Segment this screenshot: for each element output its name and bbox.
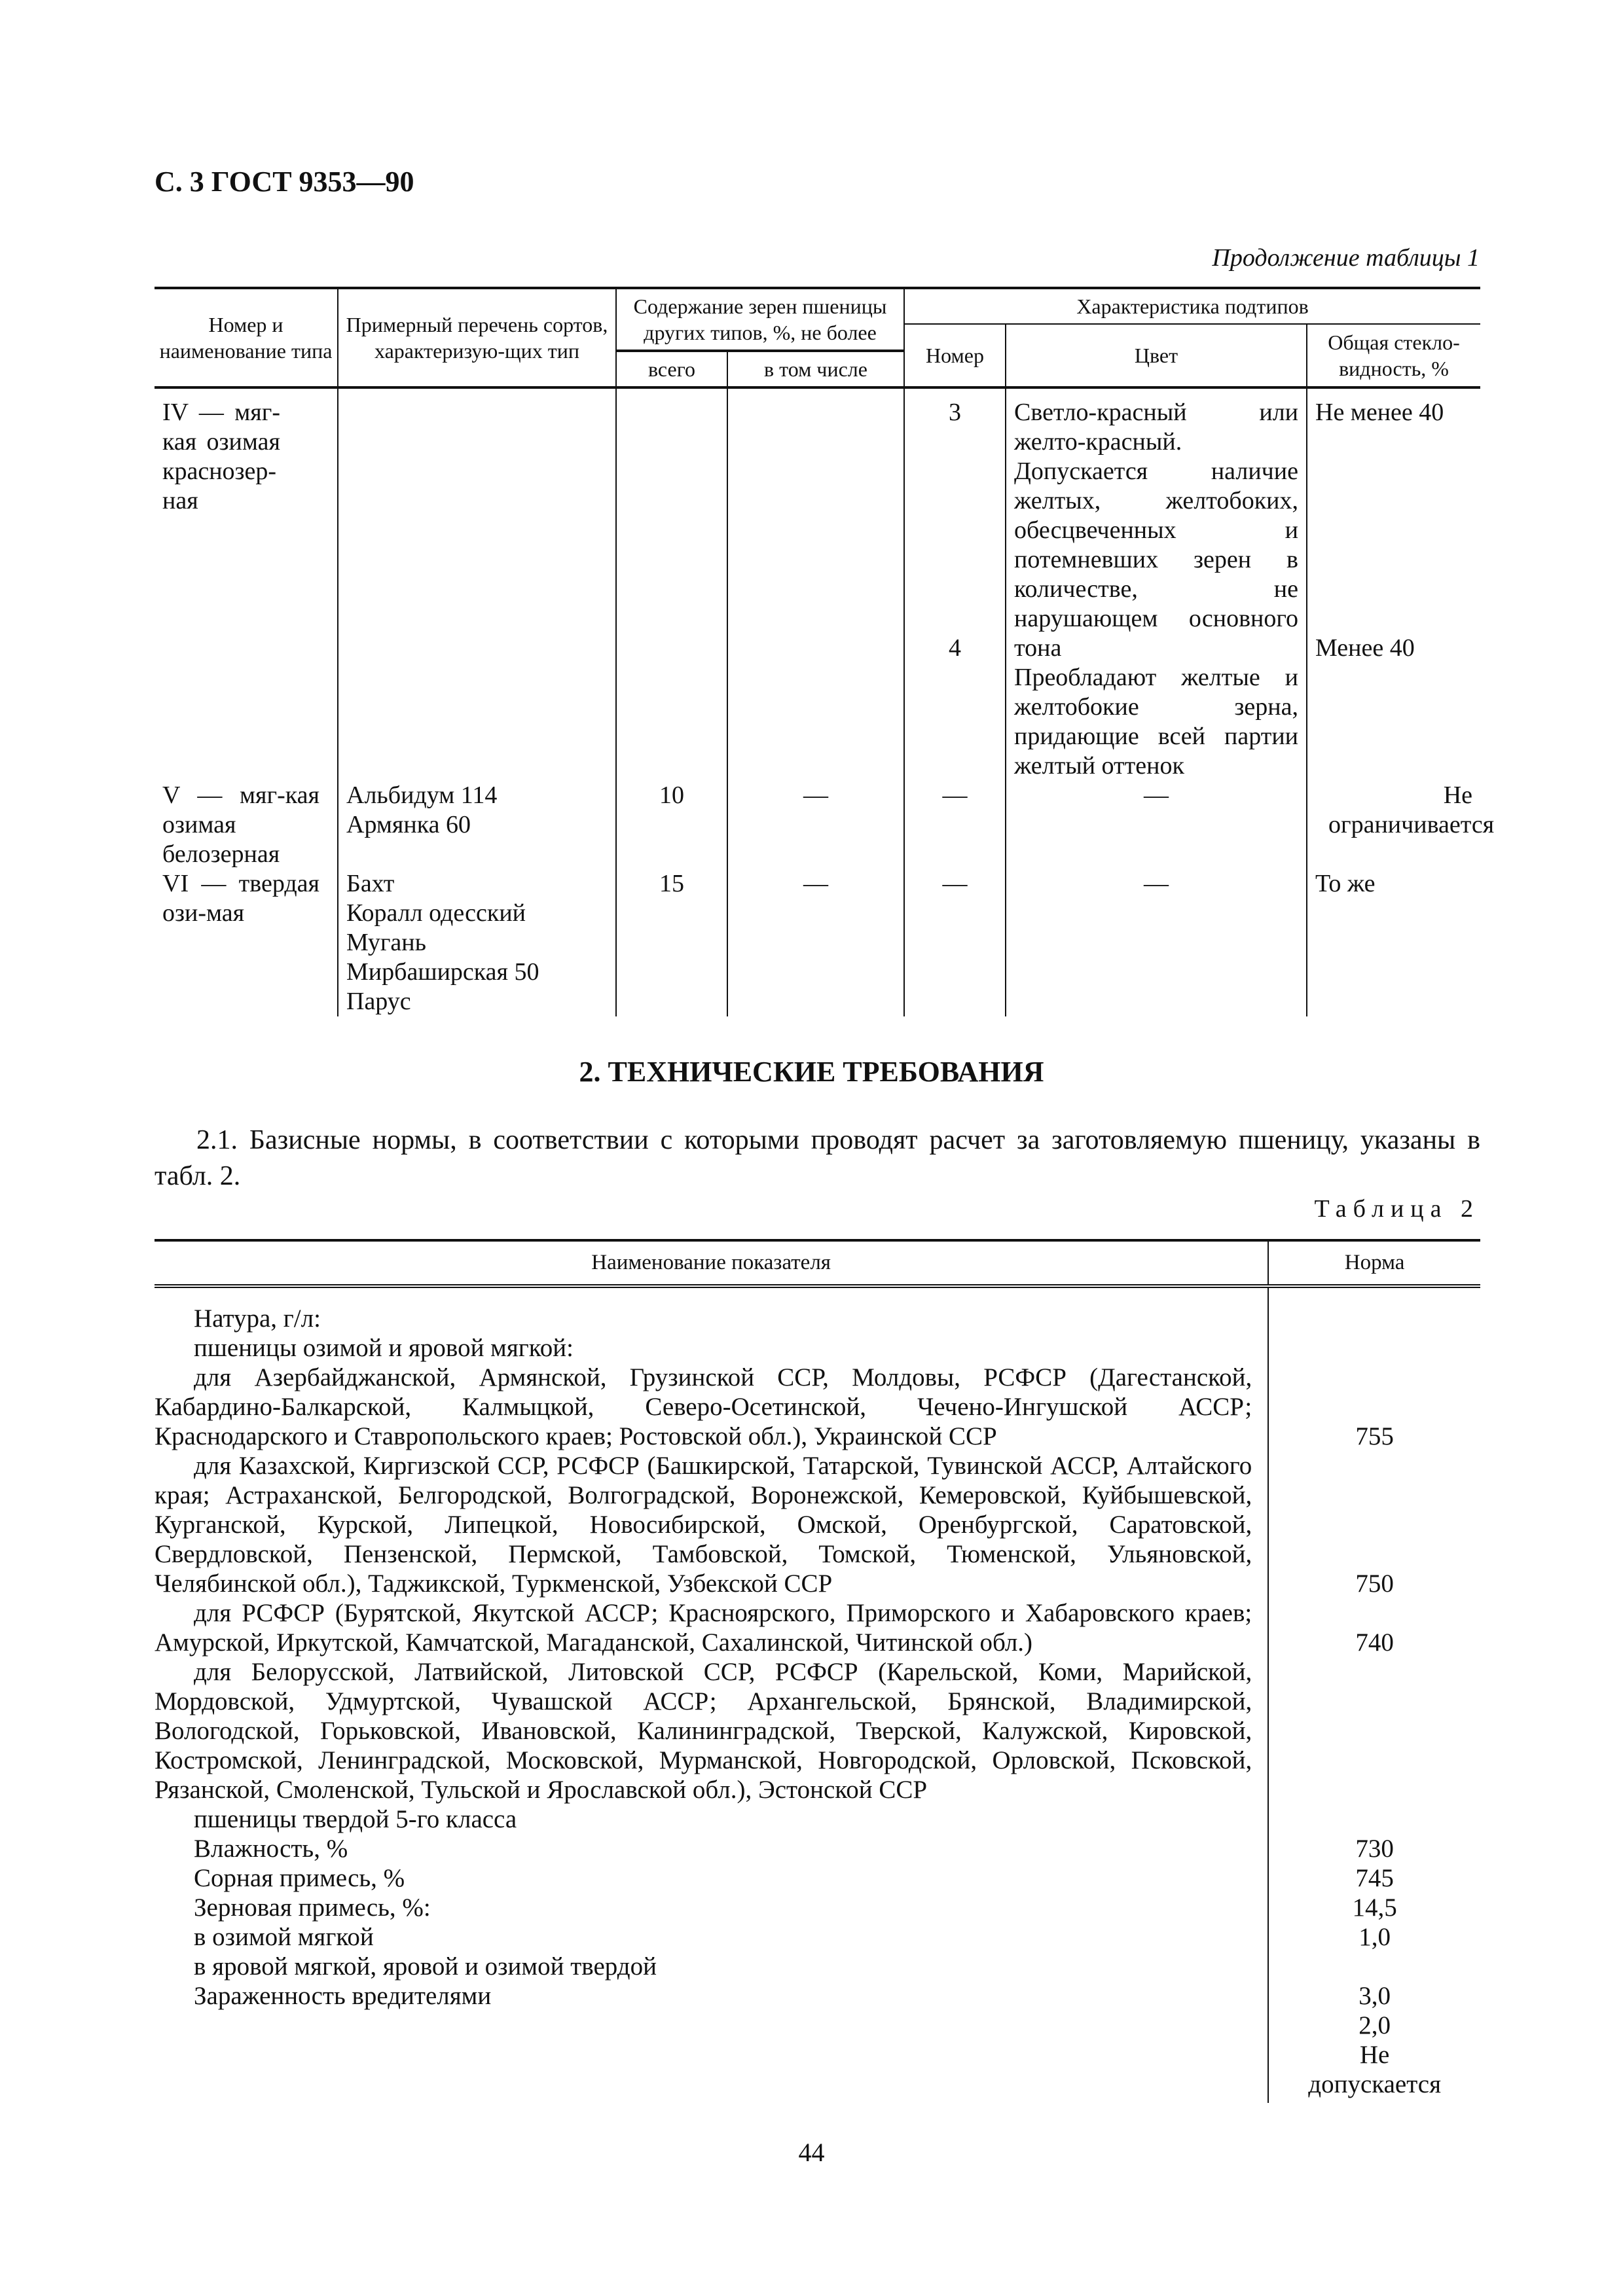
- subtype-vitreousness: Менее 40: [1315, 634, 1415, 662]
- indicator-line: пшеницы твердой 5-го класса: [194, 1805, 517, 1833]
- type-name: [155, 781, 338, 869]
- table-row: [155, 1286, 1480, 2103]
- subtype-color: Преобладают желтые и желтобокие зерна, придающие всей партии желтый оттенок: [1014, 664, 1298, 780]
- type-name: [155, 387, 338, 781]
- indicator-line: для Азербайджанской, Армянской, Грузинской ССР, Молдовы, РСФСР (Дагестанской, Кабардино-Балкарской, Калмыцкой, Северо-Осетинской, Чечено-Ингушской АССР; Краснодарского и Ставропольского краев; Ростовской обл.), Украинской ССР: [155, 1363, 1252, 1450]
- subtype-numbers: [904, 387, 1006, 781]
- content-including: —: [727, 781, 904, 869]
- paragraph-2-1: 2.1. Базисные нормы, в соответствии с которыми проводят расчет за заготовляемую пшеницу, указаны в табл. 2.: [155, 1125, 1480, 1191]
- table2-caption: Таблица 2: [1314, 1195, 1480, 1223]
- norm-value: 740: [1355, 1628, 1394, 1657]
- content-including: [727, 387, 904, 781]
- indicator-line: пшеницы озимой и яровой мягкой:: [194, 1334, 574, 1362]
- norm-value: 14,5: [1352, 1893, 1397, 1922]
- norm-value: 745: [1355, 1864, 1394, 1892]
- table-1: [155, 287, 1495, 1016]
- norm-value: 730: [1355, 1835, 1394, 1863]
- subtype-color: —: [1006, 781, 1307, 869]
- type-name: [155, 869, 338, 1016]
- section-title: 2. ТЕХНИЧЕСКИЕ ТРЕБОВАНИЯ: [579, 1056, 1044, 1088]
- header-sub-number: Номер: [904, 324, 1006, 387]
- header-subtypes: Характеристика подтипов: [904, 288, 1480, 324]
- indicator-line: для Казахской, Киргизской ССР, РСФСР (Башкирской, Татарской, Тувинской АССР, Алтайского края; Астраханской, Белгородской, Волгоградской, Воронежской, Кемеровской, Куйбышевской, Курганской, Курской, Липецкой, Новосибирской, Омской, Оренбургской, Саратовской, Свердловской, Пензенской, Пермской, Тамбовской, Томской, Тюменской, Ульяновской, Челябинской обл.), Таджикской, Туркменской, Узбекской ССР: [155, 1452, 1252, 1598]
- indicator-line: Зерновая примесь, %:: [194, 1893, 431, 1922]
- varieties-cell: [338, 387, 616, 781]
- variety-item: Альбидум 114: [346, 781, 498, 809]
- norm-value: 1,0: [1359, 1923, 1391, 1951]
- variety-item: Мирбаширская 50: [346, 958, 539, 986]
- indicator-line: Зараженность вредителями: [194, 1982, 492, 2010]
- subtype-vitreousness-cell: [1307, 387, 1480, 781]
- indicator-line: для Белорусской, Латвийской, Литовской ССР, РСФСР (Карельской, Коми, Марийской, Мордовской, Удмуртской, Чувашской АССР; Архангельской, Брянской, Владимирской, Вологодской, Горьковской, Ивановской, Калининградской, Тверской, Калужской, Кировской, Костромской, Ленинградской, Московской, Мурманской, Новгородской, Орловской, Псковской, Рязанской, Смоленской, Тульской и Ярославской обл.), Эстонской ССР: [155, 1658, 1252, 1804]
- indicator-line: для РСФСР (Бурятской, Якутской АССР; Красноярского, Приморского и Хабаровского краев; Амурской, Иркутской, Камчатской, Магаданской, Сахалинской, Читинской обл.): [155, 1599, 1252, 1657]
- table1-caption: Продолжение таблицы 1: [1212, 244, 1480, 272]
- variety-item: Бахт: [346, 870, 395, 897]
- header-content-including: в том числе: [727, 351, 904, 387]
- variety-item: Мугань: [346, 929, 426, 956]
- content-total: 10: [616, 781, 727, 869]
- indicator-line: Сорная примесь, %: [194, 1864, 405, 1892]
- page-number: 44: [798, 2138, 825, 2167]
- norm-value: 750: [1355, 1570, 1394, 1598]
- norm-value: 2,0: [1359, 2011, 1391, 2039]
- norm-value: Не допускается: [1308, 2041, 1442, 2098]
- header-varieties: Примерный перечень сортов, характеризую-щих тип: [338, 288, 616, 387]
- subtype-vitreousness-text: Не ограничивается: [1328, 781, 1495, 838]
- norm-value: 755: [1355, 1422, 1394, 1450]
- subtype-colors: [1006, 387, 1307, 781]
- type-name-text: VI — твердая ози-мая: [162, 870, 319, 927]
- varieties-cell: [338, 781, 616, 869]
- indicator-line: в яровой мягкой, яровой и озимой твердой: [194, 1952, 657, 1981]
- header-content: Содержание зерен пшеницы других типов, %, не более: [616, 288, 904, 351]
- content-including: —: [727, 869, 904, 1016]
- variety-item: Коралл одесский: [346, 899, 526, 927]
- header-indicator: Наименование показателя: [155, 1240, 1268, 1286]
- header-type: Номер и наименование типа: [155, 288, 338, 387]
- norm-cell: [1268, 1286, 1480, 2103]
- subtype-number: 3: [949, 399, 961, 426]
- subtype-vitreousness: То же: [1307, 869, 1480, 1016]
- indicator-line: в озимой мягкой: [194, 1923, 374, 1951]
- type-name-text: IV — мяг-кая озимая краснозер-ная: [162, 399, 280, 514]
- varieties-cell: [338, 869, 616, 1016]
- subtype-color: —: [1006, 869, 1307, 1016]
- table-row: [155, 781, 1480, 869]
- subtype-number: —: [904, 781, 1006, 869]
- table-2: [155, 1239, 1480, 2103]
- subtype-vitreousness: Не менее 40: [1315, 399, 1444, 426]
- page-header: С. 3 ГОСТ 9353—90: [155, 166, 414, 198]
- norm-value: 3,0: [1359, 1982, 1391, 2010]
- indicator-line: Влажность, %: [194, 1835, 348, 1863]
- table-row: [155, 869, 1480, 1016]
- variety-item: Парус: [346, 988, 411, 1015]
- header-sub-color: Цвет: [1006, 324, 1307, 387]
- table-row: [155, 387, 1480, 781]
- subtype-number: —: [904, 869, 1006, 1016]
- header-norm: Норма: [1268, 1240, 1480, 1286]
- header-content-total: всего: [616, 351, 727, 387]
- subtype-number: 4: [949, 634, 961, 662]
- content-total: 15: [616, 869, 727, 1016]
- indicator-line: Натура, г/л:: [194, 1304, 321, 1333]
- content-total: [616, 387, 727, 781]
- type-name-text: V — мяг-кая озимая белозерная: [162, 781, 319, 868]
- variety-item: Армянка 60: [346, 811, 471, 838]
- header-sub-vitreousness: Общая стекло-видность, %: [1307, 324, 1480, 387]
- subtype-vitreousness: [1307, 781, 1495, 869]
- indicator-cell: [155, 1286, 1268, 2103]
- subtype-color: Светло-красный или желто-красный. Допускается наличие желтых, желтобоких, обесцвеченных и потемневших зерен в количестве, не нарушающем основного тона: [1014, 399, 1298, 662]
